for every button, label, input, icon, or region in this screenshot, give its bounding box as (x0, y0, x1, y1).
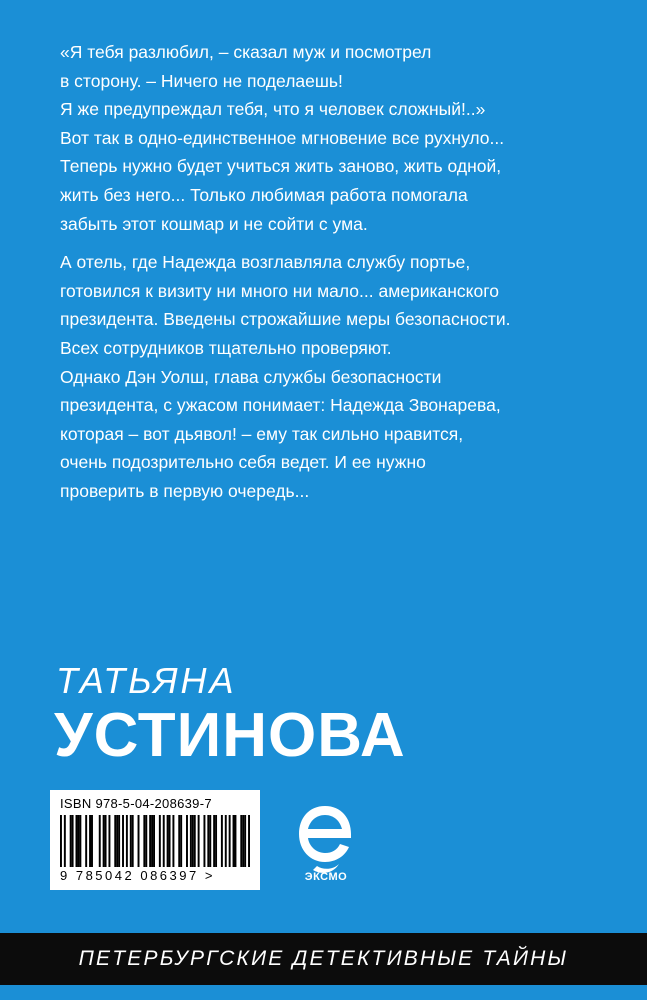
barcode-bar (149, 815, 151, 867)
barcode-bar (198, 815, 200, 867)
barcode-bar (151, 815, 153, 867)
barcode-bar (203, 815, 205, 867)
blurb-paragraph-1 (60, 38, 620, 238)
blurb-line: Я же предупреждал тебя, что я человек сложный!..» (60, 99, 486, 120)
barcode-bar (225, 815, 227, 867)
blurb-line: которая – вот дьявол! – ему так сильно нравится, (60, 423, 464, 444)
blurb-paragraph-2 (60, 248, 620, 505)
author-last-name: УСТИНОВА (54, 701, 406, 770)
blurb-line: забыть этот кошмар и не сойти с ума. (60, 213, 368, 234)
barcode-bar (64, 815, 66, 867)
barcode-bar (169, 815, 171, 867)
barcode-bar (143, 815, 145, 867)
barcode-bar (153, 815, 155, 867)
barcode-bar (114, 815, 116, 867)
blurb-line: готовился к визиту ни много ни мало... американского (60, 280, 499, 301)
barcode-bar (229, 815, 231, 867)
blurb-line: президента. Введены строжайшие меры безопасности. (60, 309, 511, 330)
barcode-bar (234, 815, 236, 867)
publisher-name: ЭКСМО (304, 871, 348, 883)
barcode-bar (108, 815, 110, 867)
barcode-bar (190, 815, 192, 867)
barcode-bar (221, 815, 223, 867)
blurb-line: жить без него... Только любимая работа помогала (60, 184, 468, 205)
barcode-bar (116, 815, 118, 867)
blurb-line: Теперь нужно будет учиться жить заново, жить одной, (60, 156, 502, 177)
blurb-line: проверить в первую очередь... (60, 480, 310, 501)
barcode-bar (207, 815, 209, 867)
barcode-bar (172, 815, 174, 867)
barcode-bar (159, 815, 161, 867)
barcode-bar (118, 815, 120, 867)
barcode-panel (50, 790, 260, 890)
barcode-bar (77, 815, 79, 867)
barcode-bar (194, 815, 196, 867)
barcode-bar (186, 815, 188, 867)
barcode-bar (85, 815, 87, 867)
isbn-label: ISBN 978-5-04-208639-7 (60, 796, 212, 811)
barcode-bar (99, 815, 101, 867)
barcode-bar (167, 815, 169, 867)
barcode-bar (242, 815, 244, 867)
barcode-bar (240, 815, 242, 867)
blurb-line: Вот так в одно-единственное мгновение все рухнуло... (60, 127, 505, 148)
barcode-bar (215, 815, 217, 867)
series-title: ПЕТЕРБУРГСКИЕ ДЕТЕКТИВНЫЕ ТАЙНЫ (78, 947, 569, 970)
barcode-bar (130, 815, 132, 867)
barcode-bar (79, 815, 81, 867)
blurb-line: в сторону. – Ничего не поделаешь! (60, 70, 343, 91)
barcode-bar (178, 815, 180, 867)
barcode-bar (192, 815, 194, 867)
blurb-line: Всех сотрудников тщательно проверяют. (60, 337, 392, 358)
barcode-bar (122, 815, 124, 867)
barcode-bar (89, 815, 91, 867)
blurb-text (60, 38, 620, 506)
blurb-line: президента, с ужасом понимает: Надежда Звонарева, (60, 395, 501, 416)
blurb-line: очень подозрительно себя ведет. И ее нужно (60, 452, 426, 473)
author-first-name: ТАТЬЯНА (56, 660, 237, 701)
barcode-bar (91, 815, 93, 867)
barcode-bar (70, 815, 72, 867)
bottom-strip (0, 985, 647, 1000)
barcode-bar (105, 815, 107, 867)
barcode-bar (163, 815, 165, 867)
barcode-bar (213, 815, 215, 867)
barcode-bar (60, 815, 62, 867)
barcode-bar (244, 815, 246, 867)
barcode-bar (126, 815, 128, 867)
blurb-line: «Я тебя разлюбил, – сказал муж и посмотрел (60, 42, 432, 62)
barcode-bar (132, 815, 134, 867)
blurb-line: А отель, где Надежда возглавляла службу портье, (60, 252, 471, 273)
barcode-bar (145, 815, 147, 867)
barcode-bar (180, 815, 182, 867)
blurb-line: Однако Дэн Уолш, глава службы безопасности (60, 366, 442, 387)
barcode-bar (103, 815, 105, 867)
barcode-bar (233, 815, 235, 867)
barcode-digits: 9 785042 086397 > (60, 868, 215, 883)
barcode-bar (76, 815, 78, 867)
barcode-bar (138, 815, 140, 867)
barcode-bar (209, 815, 211, 867)
barcode-bar (248, 815, 250, 867)
barcode-bar (72, 815, 74, 867)
series-bar (0, 933, 647, 985)
barcode-bars (60, 815, 250, 867)
